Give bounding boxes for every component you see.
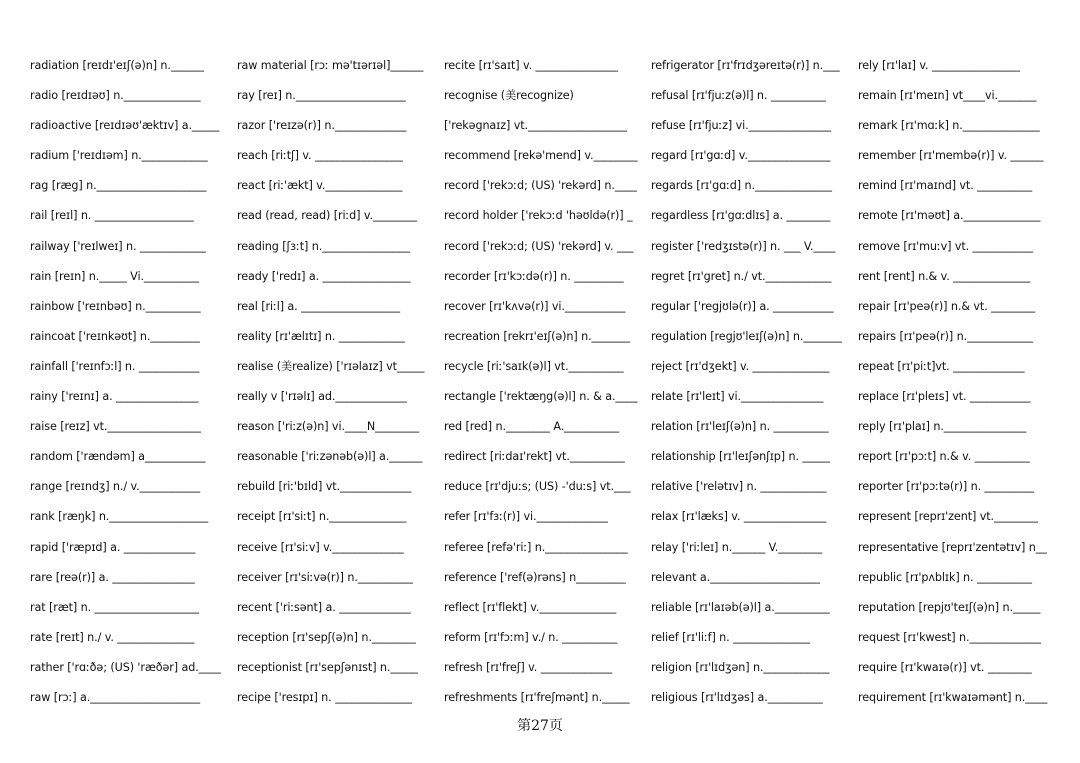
vocab-entry: regards [rɪ'gɑːd] n.______________ (651, 179, 832, 193)
vocab-entry: recycle [riː'saɪk(ə)l] vt.__________ (444, 359, 624, 373)
vocab-entry: require [rɪ'kwaɪə(r)] vt. ________ (858, 660, 1032, 674)
vocab-entry: regulation [regjʊ'leɪʃ(ə)n] n._______ (651, 329, 842, 343)
vocab-entry: railway ['reɪlweɪ] n. ____________ (30, 239, 206, 253)
vocab-entry: recorder [rɪ'kɔːdə(r)] n. _________ (444, 269, 624, 283)
vocab-entry: refreshments [rɪ'freʃmənt] n._____ (444, 690, 630, 704)
vocab-entry: real [riːl] a. __________________ (237, 299, 400, 313)
vocab-entry: record ['rekɔːd; (US) 'rekərd] n.____ (444, 179, 637, 193)
word-column-2 (237, 53, 444, 715)
vocab-entry: rainy ['reɪnɪ] a. _______________ (30, 390, 199, 404)
vocab-entry: redirect [riːdaɪ'rekt] vt.__________ (444, 450, 625, 464)
vocab-entry: red [red] n.________ A.__________ (444, 420, 620, 434)
vocab-entry: religion [rɪ'lɪdʒən] n.____________ (651, 660, 830, 674)
vocab-entry: referee [refə'riː] n._______________ (444, 540, 628, 554)
page-number: 第27页 (517, 718, 563, 734)
vocab-entry: record holder ['rekɔːd 'həʊldə(r)] _ (444, 209, 633, 223)
vocab-entry: really v ['rɪəlɪ] ad._____________ (237, 390, 407, 404)
vocab-entry: religious [rɪ'lɪdʒəs] a.__________ (651, 690, 823, 704)
vocab-entry: representative [reprɪ'zentətɪv] n__ (858, 540, 1047, 554)
vocab-entry: reasonable ['riːzənəb(ə)l] a.______ (237, 450, 423, 464)
vocab-entry: refrigerator [rɪ'frɪdʒəreɪtə(r)] n.___ (651, 59, 840, 72)
vocab-entry: replace [rɪ'pleɪs] vt. ___________ (858, 390, 1031, 404)
vocab-entry: regret [rɪ'gret] n./ vt.____________ (651, 269, 832, 283)
vocab-entry: razor ['reɪzə(r)] n._____________ (237, 119, 407, 133)
vocab-entry: requirement [rɪ'kwaɪəmənt] n.____ (858, 690, 1048, 704)
vocab-entry: reason ['riːz(ə)n] vi.____N________ (237, 420, 420, 434)
vocab-entry: reliable [rɪ'laɪəb(ə)l] a.__________ (651, 600, 830, 614)
vocab-entry: register ['redʒɪstə(r)] n. ___ V.____ (651, 239, 836, 253)
vocab-entry: repeat [rɪ'piːt]vt. _____________ (858, 359, 1025, 373)
vocab-entry: recite [rɪ'saɪt] v. _______________ (444, 59, 618, 72)
vocab-entry: remember [rɪ'membə(r)] v. ______ (858, 149, 1044, 163)
vocab-entry: rain [reɪn] n._____ Vi.__________ (30, 269, 199, 283)
vocab-entry: read (read, read) [riːd] v.________ (237, 209, 417, 223)
vocab-entry: reply [rɪ'plaɪ] n._______________ (858, 420, 1027, 434)
vocab-entry: range [reɪndʒ] n./ v.___________ (30, 480, 201, 494)
vocab-entry: remain [rɪ'meɪn] vt____vi._______ (858, 89, 1037, 103)
vocab-entry: republic [rɪ'pʌblɪk] n. __________ (858, 570, 1032, 584)
vocab-entry: reception [rɪ'sepʃ(ə)n] n.________ (237, 630, 416, 644)
vocab-entry: relay ['riːleɪ] n.______ V.________ (651, 540, 823, 554)
vocab-entry: radium ['reɪdɪəm] n.____________ (30, 149, 208, 163)
vocab-entry: relevant a.____________________ (651, 570, 820, 584)
vocab-entry: receipt [rɪ'siːt] n.______________ (237, 510, 407, 524)
vocab-entry: relation [rɪ'leɪʃ(ə)n] n. __________ (651, 420, 829, 434)
vocab-entry: ray [reɪ] n.____________________ (237, 89, 406, 103)
vocab-entry: reporter [rɪ'pɔːtə(r)] n. _________ (858, 480, 1034, 494)
vocab-entry: relative ['relətɪv] n. ____________ (651, 480, 827, 494)
vocab-entry: receive [rɪ'siːv] v._____________ (237, 540, 404, 554)
vocabulary-grid (30, 53, 1060, 715)
vocab-entry: reference ['ref(ə)rəns] n_________ (444, 570, 626, 584)
vocab-entry: radiation [reɪdɪ'eɪʃ(ə)n] n.______ (30, 59, 204, 72)
word-column-3 (444, 53, 651, 715)
vocab-entry: rebuild [riː'bɪld] vt._____________ (237, 480, 412, 494)
vocab-entry: regular ['regjʊlə(r)] a. ___________ (651, 299, 834, 313)
vocab-entry: rather ['rɑːðə; (US) 'ræðər] ad.____ (30, 660, 221, 674)
vocab-entry: radio [reɪdɪəʊ] n.______________ (30, 89, 201, 103)
vocab-entry: refresh [rɪ'freʃ] v. _____________ (444, 660, 613, 674)
vocab-entry: represent [reprɪ'zent] vt.________ (858, 510, 1038, 524)
vocab-entry: react [riː'ækt] v.______________ (237, 179, 403, 193)
vocab-entry: rainbow ['reɪnbəʊ] n.__________ (30, 299, 201, 313)
vocab-entry: refusal [rɪ'fjuːz(ə)l] n. __________ (651, 89, 826, 103)
vocab-entry: rate [reɪt] n./ v. ______________ (30, 630, 195, 644)
vocab-entry: relief [rɪ'liːf] n. ______________ (651, 630, 810, 644)
vocab-entry: relationship [rɪ'leɪʃənʃɪp] n. _____ (651, 450, 830, 464)
vocab-entry: refer [rɪ'fɜː(r)] vi._____________ (444, 510, 608, 524)
word-column-4 (651, 53, 858, 715)
vocab-entry: regardless [rɪ'gɑːdlɪs] a. ________ (651, 209, 831, 223)
vocab-entry: raw [rɔː] a.____________________ (30, 690, 201, 704)
vocab-entry: ready ['redɪ] a. ________________ (237, 269, 411, 283)
vocab-entry: recreation [rekrɪ'eɪʃ(ə)n] n._______ (444, 329, 631, 343)
vocab-entry: repair [rɪ'peə(r)] n.& vt. ________ (858, 299, 1036, 313)
vocab-entry: remind [rɪ'maɪnd] vt. __________ (858, 179, 1033, 193)
vocab-entry: rail [reɪl] n. __________________ (30, 209, 194, 223)
vocab-entry: reality [rɪ'ælɪtɪ] n. ____________ (237, 329, 405, 343)
vocab-entry: reputation [repjʊ'teɪʃ(ə)n] n._____ (858, 600, 1041, 614)
word-column-5 (858, 53, 1060, 715)
vocab-entry: remark [rɪ'mɑːk] n.______________ (858, 119, 1040, 133)
vocab-entry: reform [rɪ'fɔːm] v./ n. __________ (444, 630, 618, 644)
vocab-entry: reading [ʃɜːt] n.________________ (237, 239, 411, 253)
vocab-entry: rag [ræg] n.____________________ (30, 179, 207, 193)
vocab-entry: recognise (美recognize) (444, 89, 574, 103)
vocab-entry: raincoat ['reɪnkəʊt] n._________ (30, 329, 200, 343)
vocab-entry: relax [rɪ'læks] v. _______________ (651, 510, 827, 524)
vocab-entry: refuse [rɪ'fjuːz] vi._______________ (651, 119, 832, 133)
vocab-entry: raw material [rɔː mə'tɪərɪəl]______ (237, 59, 424, 72)
vocab-entry: record ['rekɔːd; (US) 'rekərd] v. ___ (444, 239, 634, 253)
vocab-entry: receptionist [rɪ'sepʃənɪst] n._____ (237, 660, 418, 674)
vocab-entry: reflect [rɪ'flekt] v.______________ (444, 600, 617, 614)
vocab-entry: repairs [rɪ'peə(r)] n.____________ (858, 329, 1033, 343)
vocab-entry: reduce [rɪ'djuːs; (US) -'duːs] vt.___ (444, 480, 631, 494)
vocab-entry: rapid ['ræpɪd] a. _____________ (30, 540, 196, 554)
vocab-entry: relate [rɪ'leɪt] vi._______________ (651, 390, 824, 404)
vocab-entry: recommend [rekə'mend] v.________ (444, 149, 638, 163)
vocab-entry: random ['rændəm] a___________ (30, 450, 206, 464)
vocab-entry: reject [rɪ'dʒekt] v. ______________ (651, 359, 830, 373)
vocab-entry: recipe ['resɪpɪ] n. ______________ (237, 690, 412, 704)
vocab-entry: radioactive [reɪdɪəʊ'æktɪv] a._____ (30, 119, 220, 133)
vocab-entry: rent [rent] n.& v. ______________ (858, 269, 1031, 283)
vocab-entry: raise [reɪz] vt._________________ (30, 420, 201, 434)
vocab-entry: remove [rɪ'muːv] vt. ___________ (858, 239, 1033, 253)
vocab-entry: receiver [rɪ'siːvə(r)] n.__________ (237, 570, 413, 584)
vocab-entry: regard [rɪ'gɑːd] v._______________ (651, 149, 831, 163)
vocab-entry: realise (美realize) ['rɪəlaɪz] vt_____ (237, 359, 425, 373)
word-column-1 (30, 53, 237, 715)
vocab-entry: rainfall ['reɪnfɔːl] n. ___________ (30, 359, 200, 373)
vocab-entry: rely [rɪ'laɪ] v. ________________ (858, 59, 1020, 72)
vocab-entry: recover [rɪ'kʌvə(r)] vi.___________ (444, 299, 626, 313)
vocab-entry: reach [riːtʃ] v. ________________ (237, 149, 403, 163)
vocab-entry: rectangle ['rektæŋg(ə)l] n. & a.____ (444, 390, 638, 404)
vocab-entry: recent ['riːsənt] a. _____________ (237, 600, 411, 614)
vocab-entry: ['rekəgnaɪz] vt.__________________ (444, 119, 627, 133)
vocab-entry: rank [ræŋk] n.__________________ (30, 510, 209, 524)
vocab-entry: rare [reə(r)] a. _______________ (30, 570, 195, 584)
vocab-entry: request [rɪ'kwest] n._____________ (858, 630, 1041, 644)
vocab-entry: remote [rɪ'məʊt] a.______________ (858, 209, 1041, 223)
vocab-entry: report [rɪ'pɔːt] n.& v. __________ (858, 450, 1030, 464)
vocab-entry: rat [ræt] n. ___________________ (30, 600, 199, 614)
